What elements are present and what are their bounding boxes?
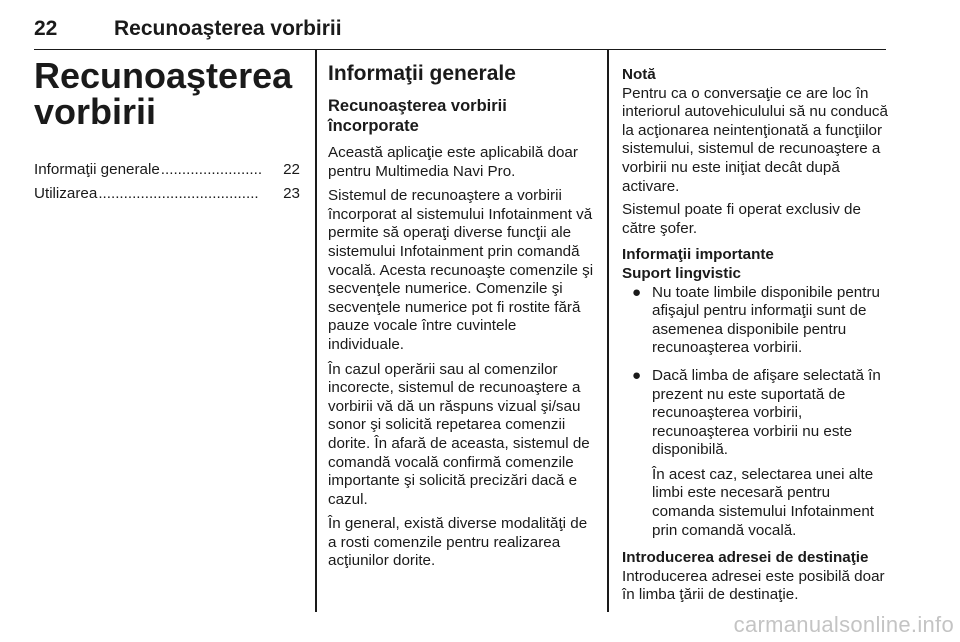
toc-entry-usage[interactable] (34, 185, 300, 209)
bullet-icon: ● (632, 283, 642, 301)
column-divider-left (315, 50, 317, 612)
note-paragraph: Pentru ca o conversaţie ce are loc în interiorul autovehiculului să nu conducă la acţionarea neintenţionată a funcţiilor sistemului, sistemul de recunoaştere a vorbirii nu este iniţiat decât după activare. (622, 84, 888, 195)
middle-column (328, 62, 594, 577)
toc-leader-dots: ........................ (160, 161, 263, 178)
list-item (622, 367, 888, 540)
destination-input-text: Introducerea adresei este posibilă doar în limba ţării de destinaţie. (622, 567, 885, 604)
toc-entry-general-info[interactable] (34, 161, 300, 185)
section-title: Informaţii generale (328, 62, 516, 85)
paragraph-incorrect-commands: În cazul operării sau al comenzilor incorecte, sistemul de recunoaştere a vorbirii vă dă un răspuns vizual şi/sau sonor şi solicită repetarea comenzii dorite. În afară de aceasta, sistemul de comandă vocală confirmă comenzile importante şi solicită precizări dacă e cazul. (328, 360, 590, 508)
list-item (622, 284, 888, 358)
page-header (34, 14, 886, 50)
destination-input-title: Introducerea adresei de destinaţie (622, 549, 869, 567)
list-item-extra-text: În acest caz, selectarea unei alte limbi este necesară pentru comanda sistemului Infotainment prin comandă vocală. (652, 465, 875, 539)
right-column (622, 66, 888, 611)
toc-entry-label: Informaţii generale (34, 161, 160, 178)
toc-entry-page: 22 (283, 161, 300, 178)
running-title: Recunoaşterea vorbirii (114, 17, 342, 40)
list-item-text: Dacă limba de afişare selectată în prezent nu este suportată de recunoaşterea vorbirii, recunoaşterea vorbirii nu este disponibilă. (652, 366, 881, 459)
note-paragraph: Sistemul poate fi operat exclusiv de către şofer. (622, 201, 861, 237)
paragraph-command-variants: În general, există diverse modalităţi de a rosti comenzile pentru realizarea acţiunilor dorite. (328, 515, 588, 570)
list-item-text: Nu toate limbile disponibile pentru afişajul pentru informaţii sunt de asemenea disponibile pentru recunoaşterea vorbirii. (652, 283, 880, 357)
language-support-list (622, 284, 888, 541)
left-column (34, 55, 300, 208)
paragraph-applicability: Această aplicaţie este aplicabilă doar pentru Multimedia Navi Pro. (328, 144, 578, 180)
toc-leader-dots: ...................................... (98, 184, 259, 202)
page-number: 22 (34, 17, 58, 40)
toc-entry-label: Utilizarea (34, 184, 98, 202)
subsection-title: Recunoaşterea vorbirii încorporate (328, 97, 507, 135)
note-title: Notă (622, 66, 656, 83)
note-box (622, 66, 888, 238)
table-of-contents (34, 161, 300, 208)
column-divider-right (607, 50, 609, 612)
bullet-icon: ● (632, 366, 642, 384)
watermark-text: carmanualsonline.info (733, 612, 954, 637)
toc-entry-page: 23 (283, 184, 300, 202)
important-info-title: Informaţii importante (622, 246, 774, 264)
paragraph-system-description: Sistemul de recunoaştere a vorbirii încorporat al sistemului Infotainment vă permite să operaţi diverse funcţii ale sistemului Infotainment prin comandă vocală. Acesta recunoaşte comenzile şi secvenţele numerice. Comenzile şi secvenţele numerice pot fi rostite fără pauze vocale între cuvintele individuale. (328, 187, 594, 353)
language-support-title: Suport lingvistic (622, 264, 741, 282)
chapter-title: Recunoaşterea vorbirii (34, 55, 293, 132)
